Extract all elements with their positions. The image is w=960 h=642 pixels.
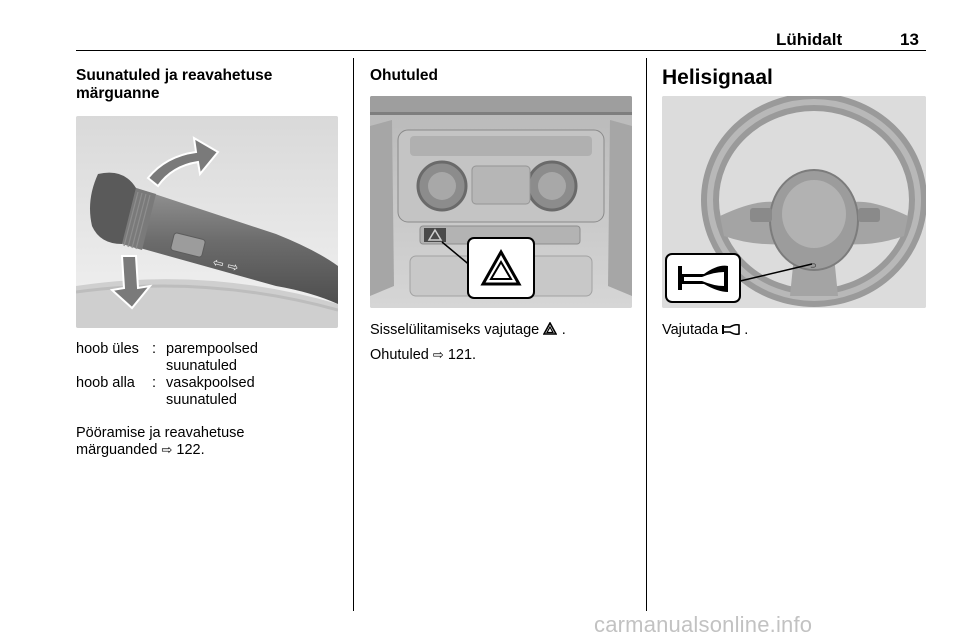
steering-wheel-horn-illustration xyxy=(662,96,926,308)
definition-description: vasakpoolsed suunatuled xyxy=(166,375,255,408)
definition-description: parempoolsed suunatuled xyxy=(166,341,258,374)
hazard-switch-illustration xyxy=(370,96,632,308)
page-reference-arrow-icon: ⇨ xyxy=(432,348,444,363)
definition-separator: : xyxy=(152,375,157,391)
definition-term: hoob üles xyxy=(76,341,139,357)
horn-icon xyxy=(722,322,744,338)
page-reference-arrow-icon: ⇨ xyxy=(161,443,173,458)
page-reference-link[interactable]: 122. xyxy=(176,442,205,458)
section-heading-turn-signals: Suunatuled ja reavahetuse märguanne xyxy=(76,67,273,102)
svg-text:⇦ ⇨: ⇦ ⇨ xyxy=(211,255,240,277)
watermark: carmanualsonline.info xyxy=(594,612,813,637)
definition-separator: : xyxy=(152,341,157,357)
definition-row-up xyxy=(76,341,258,375)
turn-signal-lever-illustration xyxy=(76,116,338,328)
page-reference-link[interactable]: 121. xyxy=(447,347,477,363)
horn-paragraph: Vajutada . xyxy=(662,322,749,338)
hazard-reference-paragraph: Ohutuled ⇨ 121. xyxy=(370,347,477,363)
svg-text:⊃: ⊃ xyxy=(810,261,817,270)
definition-row-down xyxy=(76,375,258,409)
section-heading-horn: Helisignaal xyxy=(662,66,773,89)
section-heading-hazard-lights: Ohutuled xyxy=(370,67,439,84)
column-divider-right xyxy=(646,58,647,611)
page-number: 13 xyxy=(900,30,919,49)
running-header-title: Lühidalt xyxy=(776,30,843,49)
column-divider-left xyxy=(353,58,354,611)
header-rule xyxy=(76,50,926,51)
definition-term: hoob alla xyxy=(76,375,135,391)
hazard-activate-paragraph: Sisselülitamiseks vajutage . xyxy=(370,322,566,338)
lever-definitions xyxy=(76,341,258,409)
hazard-warning-triangle-icon xyxy=(543,322,561,338)
lane-change-paragraph: Pööramise ja reavahetuse märguanded ⇨ 122. xyxy=(76,425,245,458)
